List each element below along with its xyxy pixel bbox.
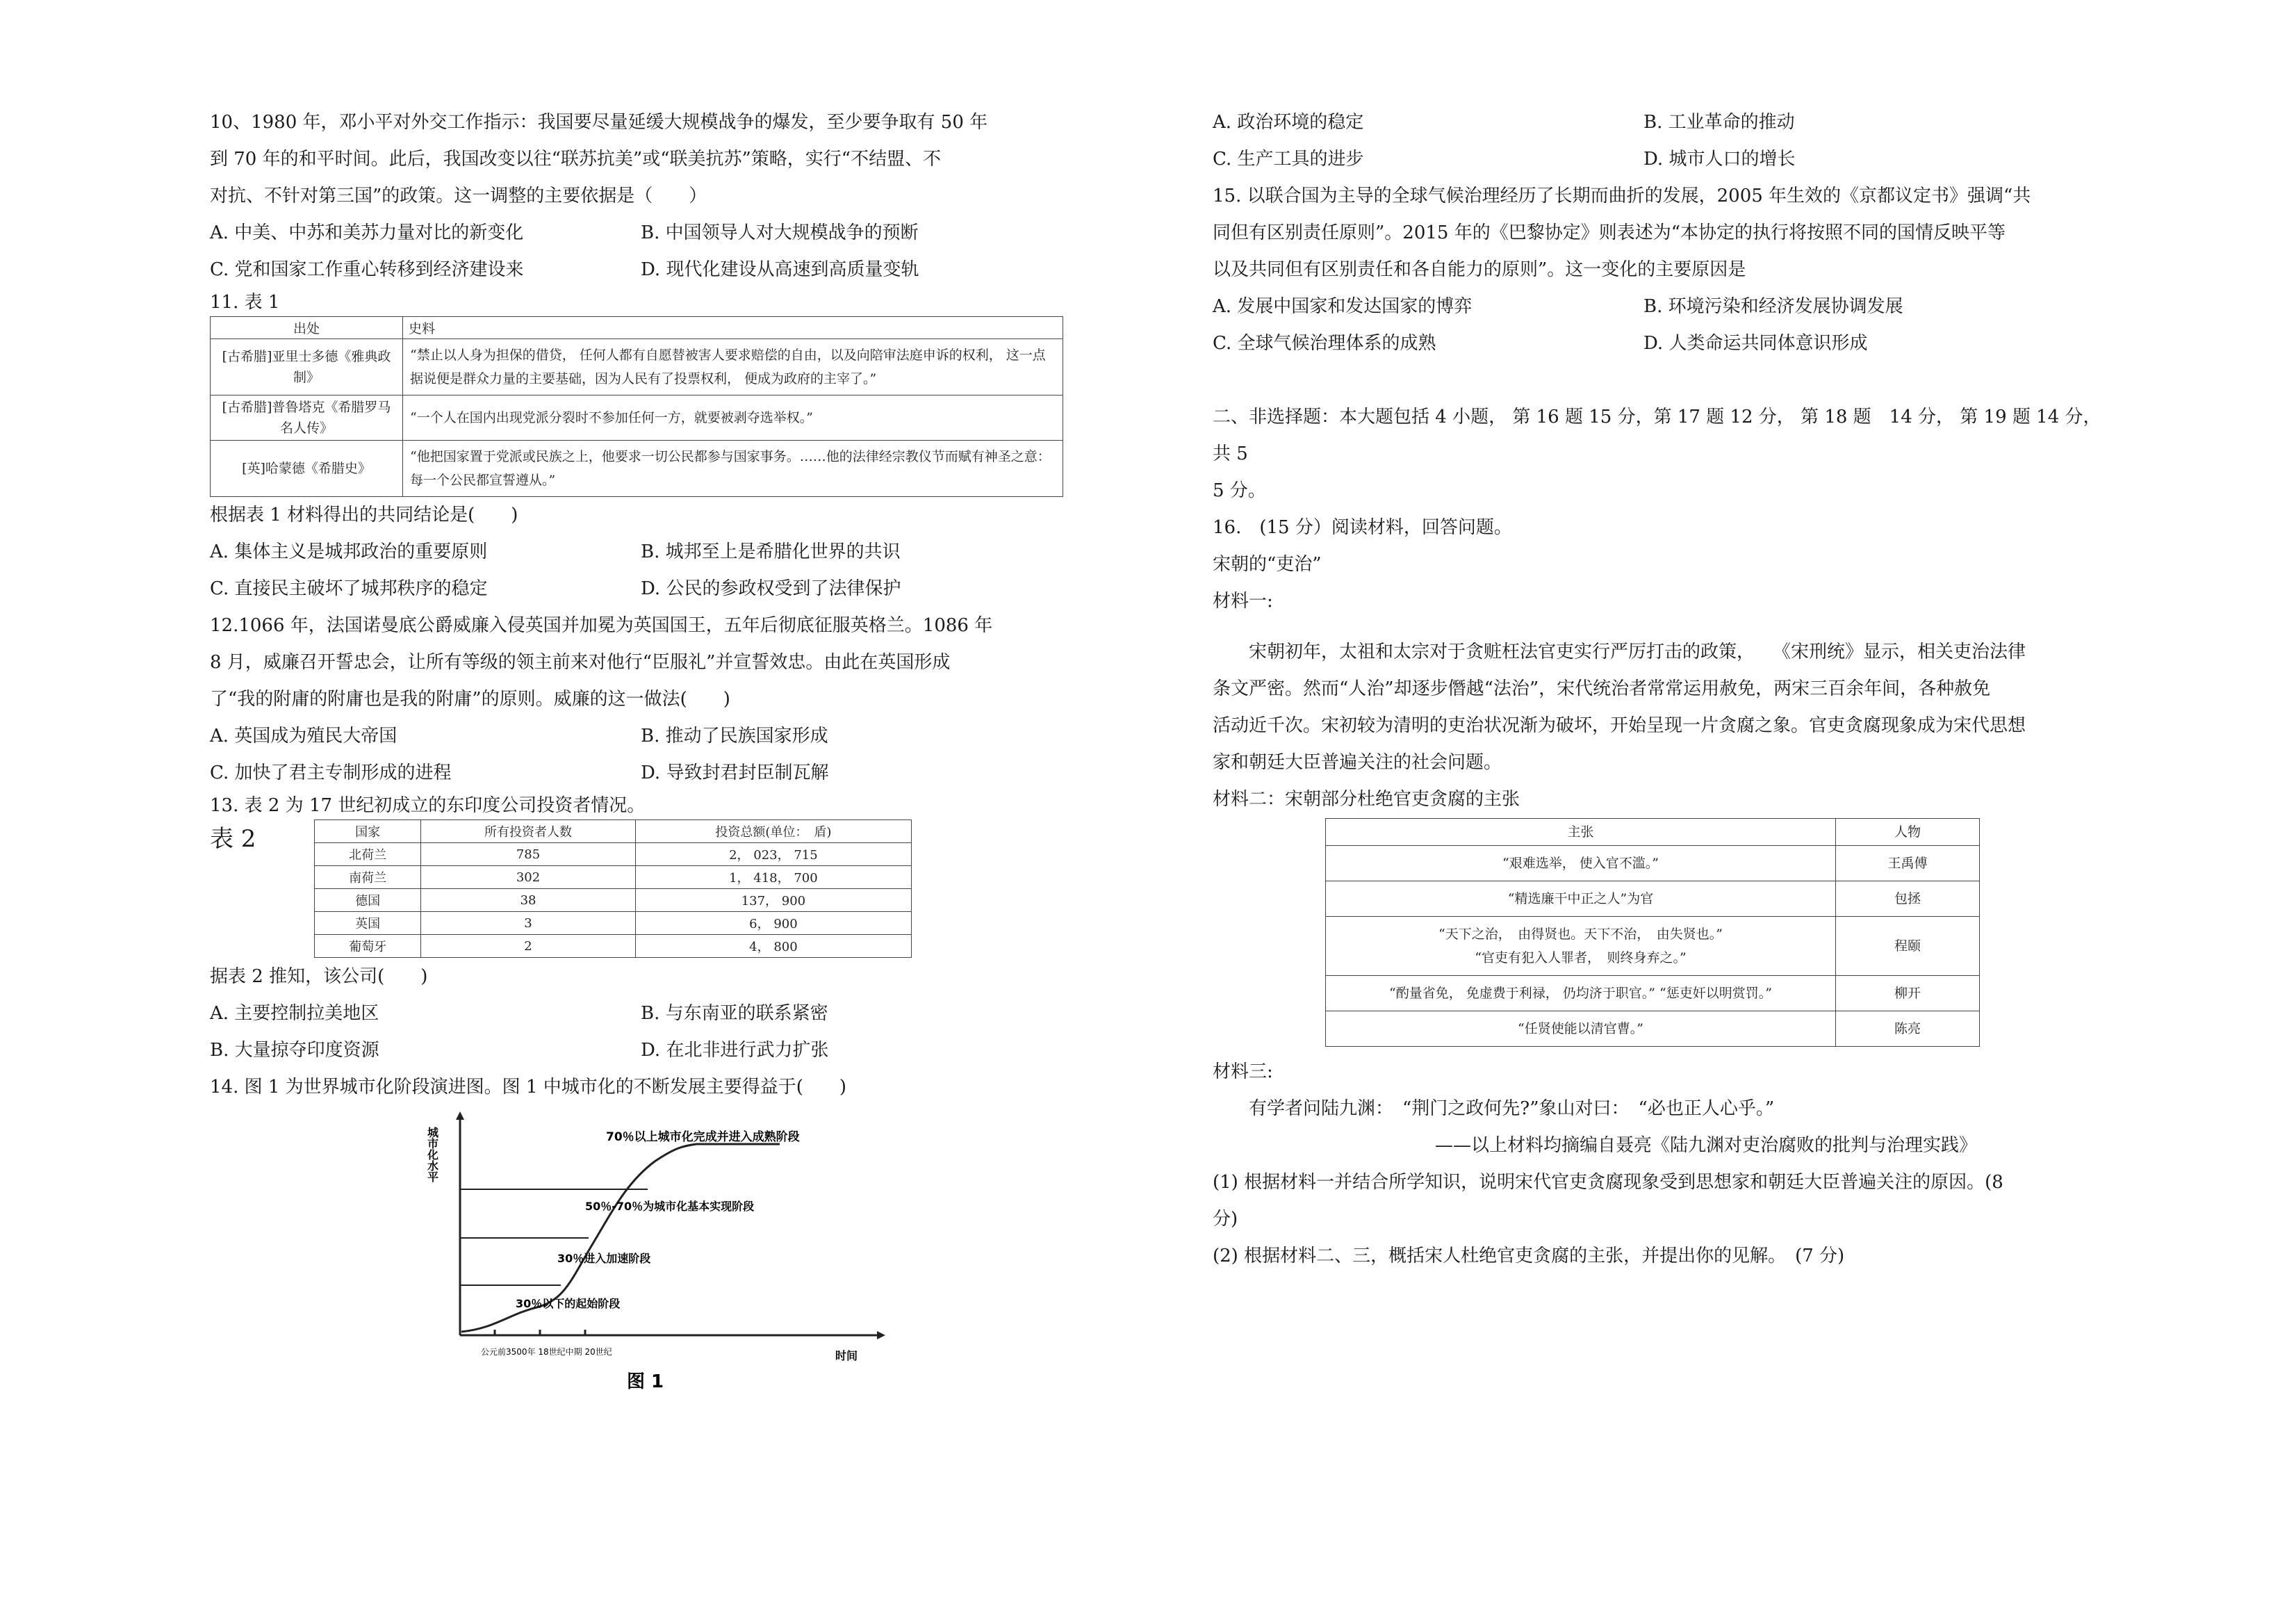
table-cell-text: “一个人在国内出现党派分裂时不参加任何一方，就要被剥夺选举权。” <box>403 395 1063 441</box>
table-cell-proposal: “任贤使能以清官曹。” <box>1326 1011 1836 1047</box>
table-2 <box>314 819 912 958</box>
table-cell-proposal: “天下之治， 由得贤也。天下不治， 由失贤也。” “官吏有犯入人罪者， 则终身弃之。” <box>1326 917 1836 976</box>
table-cell: 2 <box>421 935 636 958</box>
option-d[interactable]: D. 现代化建设从高速到高质量变轨 <box>641 259 919 280</box>
table-cell: 德国 <box>315 889 421 912</box>
table-cell-source: [古希腊]普鲁塔克《希腊罗马名人传》 <box>211 395 403 441</box>
option-b[interactable]: B. 城邦至上是希腊化世界的共识 <box>641 541 901 562</box>
option-c[interactable]: C. 生产工具的进步 <box>1213 149 1364 170</box>
option-d[interactable]: D. 人类命运共同体意识形成 <box>1643 333 1868 354</box>
table-cell: 302 <box>421 866 636 889</box>
table-cell: 6， 900 <box>635 912 911 935</box>
material-label: 材料二：宋朝部分杜绝官吏贪腐的主张 <box>1213 789 1520 810</box>
left-column <box>210 104 1106 1405</box>
ask-line: (2) 根据材料二、三，概括宋人杜绝官吏贪腐的主张，并提出你的见解。 (7 分) <box>1213 1246 1845 1266</box>
stage-label: 30％以下的起始阶段 <box>516 1297 621 1310</box>
material-source: ——以上材料均摘编自聂亮《陆九渊对吏治腐败的批判与治理实践》 <box>1434 1135 1977 1156</box>
table-header: 国家 <box>315 820 421 843</box>
table-label: 表 2 <box>210 825 256 853</box>
question-stem: 13. 表 2 为 17 世纪初成立的东印度公司投资者情况。 <box>210 795 646 816</box>
table-cell-person: 王禹傅 <box>1836 846 1980 881</box>
option-c[interactable]: C. 全球气候治理体系的成熟 <box>1213 333 1436 354</box>
option-c[interactable]: B. 大量掠夺印度资源 <box>210 1040 379 1061</box>
option-a[interactable]: A. 主要控制拉美地区 <box>210 1003 379 1024</box>
option-b[interactable]: B. 工业革命的推动 <box>1643 112 1795 133</box>
option-b[interactable]: B. 中国领导人对大规模战争的预断 <box>641 222 919 243</box>
x-axis-arrow <box>877 1331 885 1339</box>
table-cell-person: 柳开 <box>1836 976 1980 1011</box>
table-cell: 3 <box>421 912 636 935</box>
question-16 <box>1213 509 2109 1275</box>
right-column <box>1213 104 2109 1275</box>
material-label: 材料三: <box>1213 1061 1273 1082</box>
question-line: 对抗、不针对第三国”的政策。这一调整的主要依据是（ ） <box>210 186 707 206</box>
table-cell: 2， 023， 715 <box>635 843 911 866</box>
y-axis-arrow <box>456 1111 464 1120</box>
question-stem: 14. 图 1 为世界城市化阶段演进图。图 1 中城市化的不断发展主要得益于( ) <box>210 1077 847 1098</box>
table-cell: 38 <box>421 889 636 912</box>
x-axis-label: 时间 <box>835 1349 858 1362</box>
table-row <box>211 395 1063 441</box>
table-row <box>211 441 1063 497</box>
question-11 <box>210 288 1106 607</box>
option-b[interactable]: B. 环境污染和经济发展协调发展 <box>1643 296 1903 317</box>
options <box>210 534 1106 607</box>
stage-label: 70％以上城市化完成并进入成熟阶段 <box>606 1130 800 1144</box>
table-header: 人物 <box>1836 819 1980 846</box>
section-2-header <box>1213 399 2109 509</box>
table-cell-proposal: “酌量省免， 免虚费于利禄， 仍均济于职官。” “惩吏奸以明赏罚。” <box>1326 976 1836 1011</box>
option-c[interactable]: C. 党和国家工作重心转移到经济建设来 <box>210 259 524 280</box>
question-13 <box>210 792 1106 1069</box>
material-line: 活动近千次。宋初较为清明的吏治状况渐为破坏，开始呈现一片贪腐之象。官吏贪腐现象成为宋代思想 <box>1213 715 2026 736</box>
table-row <box>211 339 1063 395</box>
table-row <box>1326 881 1980 917</box>
table-row <box>1326 917 1980 976</box>
option-d[interactable]: D. 在北非进行武力扩张 <box>641 1040 829 1061</box>
table-cell-person: 陈亮 <box>1836 1011 1980 1047</box>
question-line: 8 月，威廉召开誓忠会，让所有等级的领主前来对他行“臣服礼”并宣誓效忠。由此在英国形成 <box>210 652 951 673</box>
material-label: 材料一: <box>1213 591 1273 612</box>
y-axis-label: 城市化水平 <box>425 1127 439 1182</box>
table-cell-source: [古希腊]亚里士多德《雅典政制》 <box>211 339 403 395</box>
table-cell-person: 程颐 <box>1836 917 1980 976</box>
material-line: 宋朝初年，太祖和太宗对于贪赃枉法官吏实行严厉打击的政策， 《宋刑统》显示，相关吏治法律 <box>1249 642 2026 662</box>
option-d[interactable]: D. 城市人口的增长 <box>1643 149 1796 170</box>
table-header: 主张 <box>1326 819 1836 846</box>
option-b[interactable]: B. 推动了民族国家形成 <box>641 726 828 747</box>
question-label: 11. 表 1 <box>210 292 280 313</box>
stage-label: 50％-70％为城市化基本实现阶段 <box>585 1200 755 1213</box>
question-stem: 根据表 1 材料得出的共同结论是( ) <box>210 505 518 525</box>
table-cell-text: “他把国家置于党派或民族之上，他要求一切公民都参与国家事务。……他的法律经宗教仪节而赋有神圣之意： 每一个公民都宣誓遵从。” <box>403 441 1063 497</box>
question-line: 12.1066 年，法国诺曼底公爵威廉入侵英国并加冕为英国国王，五年后彻底征服英格兰。1086 年 <box>210 615 993 636</box>
question-10 <box>210 104 1106 288</box>
option-a[interactable]: A. 中美、中苏和美苏力量对比的新变化 <box>210 222 524 243</box>
material-3-text: 有学者问陆九渊： “荆门之政何先?”象山对曰： “必也正人心乎。” <box>1249 1098 1775 1119</box>
figure-caption: 图 1 <box>627 1371 664 1392</box>
options <box>210 718 1106 792</box>
table-row <box>315 912 912 935</box>
table-cell: 137， 900 <box>635 889 911 912</box>
ask-line: 分) <box>1213 1209 1238 1230</box>
table-header-row <box>315 820 912 843</box>
table-cell-proposal: “精选廉干中正之人”为官 <box>1326 881 1836 917</box>
material-line: 家和朝廷大臣普遍关注的社会问题。 <box>1213 752 1502 773</box>
question-line: 以及共同但有区别责任和各自能力的原则”。这一变化的主要原因是 <box>1213 259 1746 280</box>
question-15 <box>1213 178 2109 362</box>
question-line: 同但有区别责任原则”。2015 年的《巴黎协定》则表述为“本协定的执行将按照不同的国情反映平等 <box>1213 222 2006 243</box>
option-a[interactable]: A. 集体主义是城邦政治的重要原则 <box>210 541 488 562</box>
table-cell-proposal: “艰难选举， 使入官不滥。” <box>1326 846 1836 881</box>
table-row <box>315 889 912 912</box>
section-line: 二、非选择题：本大题包括 4 小题， 第 16 题 15 分，第 17 题 12 分， 第 18 题 14 分， 第 19 题 14 分，共 5 <box>1213 407 2101 464</box>
option-a[interactable]: A. 政治环境的稳定 <box>1213 112 1364 133</box>
question-line: 了“我的附庸的附庸也是我的附庸”的原则。威廉的这一做法( ) <box>210 689 730 710</box>
question-14-options <box>1213 104 2109 178</box>
x-tick-labels: 公元前3500年 18世纪中期 20世纪 <box>481 1347 612 1357</box>
table-header-row <box>1326 819 1980 846</box>
table-header: 投资总额(单位： 盾) <box>635 820 911 843</box>
question-head: 16. (15 分）阅读材料，回答问题。 <box>1213 517 1512 538</box>
table-header-row <box>211 317 1063 339</box>
options <box>210 995 1106 1069</box>
section-line: 5 分。 <box>1213 480 1266 501</box>
table-cell-text: “禁止以人身为担保的借贷， 任何人都有自愿替被害人要求赔偿的自由，以及向陪审法庭申诉的权利， 这一点据说便是群众力量的主要基础，因为人民有了投票权利， 便成为政府的主宰了。” <box>403 339 1063 395</box>
table-1 <box>210 316 1063 497</box>
table-cell: 南荷兰 <box>315 866 421 889</box>
table-cell-person: 包拯 <box>1836 881 1980 917</box>
options <box>1213 288 2109 362</box>
question-12 <box>210 607 1106 792</box>
question-14 <box>210 1069 1106 1405</box>
table-cell: 1， 418， 700 <box>635 866 911 889</box>
table-row <box>1326 1011 1980 1047</box>
table-cell: 葡萄牙 <box>315 935 421 958</box>
option-a[interactable]: A. 英国成为殖民大帝国 <box>210 726 397 747</box>
urbanization-chart <box>418 1106 919 1405</box>
table-row <box>315 843 912 866</box>
option-d[interactable]: D. 公民的参政权受到了法律保护 <box>641 578 901 599</box>
figure-1 <box>418 1106 919 1405</box>
table-2-wrap <box>210 819 1106 952</box>
question-line: 15. 以联合国为主导的全球气候治理经历了长期而曲折的发展，2005 年生效的《京都议定书》强调“共 <box>1213 186 2031 206</box>
table-row <box>315 935 912 958</box>
table-cell-source: [英]哈蒙德《希腊史》 <box>211 441 403 497</box>
table-header: 史料 <box>403 317 1063 339</box>
table-3 <box>1325 818 1980 1047</box>
table-row <box>1326 846 1980 881</box>
table-cell: 北荷兰 <box>315 843 421 866</box>
option-c[interactable]: C. 直接民主破坏了城邦秩序的稳定 <box>210 578 488 599</box>
question-line: 到 70 年的和平时间。此后，我国改变以往“联苏抗美”或“联美抗苏”策略，实行“不结盟、不 <box>210 149 942 170</box>
material-title: 宋朝的“吏治” <box>1213 554 1322 575</box>
question-line: 10、1980 年，邓小平对外交工作指示：我国要尽量延缓大规模战争的爆发，至少要争取有 50 年 <box>210 112 988 133</box>
option-c[interactable]: C. 加快了君主专制形成的进程 <box>210 762 452 783</box>
table-header: 出处 <box>211 317 403 339</box>
ask-line: (1) 根据材料一并结合所学知识，说明宋代官吏贪腐现象受到思想家和朝廷大臣普遍关注的原因。(8 <box>1213 1172 2003 1193</box>
table-cell: 英国 <box>315 912 421 935</box>
table-cell: 785 <box>421 843 636 866</box>
table-cell: 4， 800 <box>635 935 911 958</box>
stage-label: 30％进入加速阶段 <box>557 1252 651 1265</box>
option-d[interactable]: D. 导致封君封臣制瓦解 <box>641 762 829 783</box>
table-row <box>315 866 912 889</box>
option-b[interactable]: B. 与东南亚的联系紧密 <box>641 1003 828 1024</box>
option-a[interactable]: A. 发展中国家和发达国家的博弈 <box>1213 296 1473 317</box>
table-row <box>1326 976 1980 1011</box>
options <box>210 215 1106 288</box>
material-line: 条文严密。然而“人治”却逐步僭越“法治”，宋代统治者常常运用赦免，两宋三百余年间，各种赦免 <box>1213 678 1991 699</box>
material-1 <box>1213 634 2109 781</box>
table-header: 所有投资者人数 <box>421 820 636 843</box>
question-ask: 据表 2 推知，该公司( ) <box>210 966 428 987</box>
